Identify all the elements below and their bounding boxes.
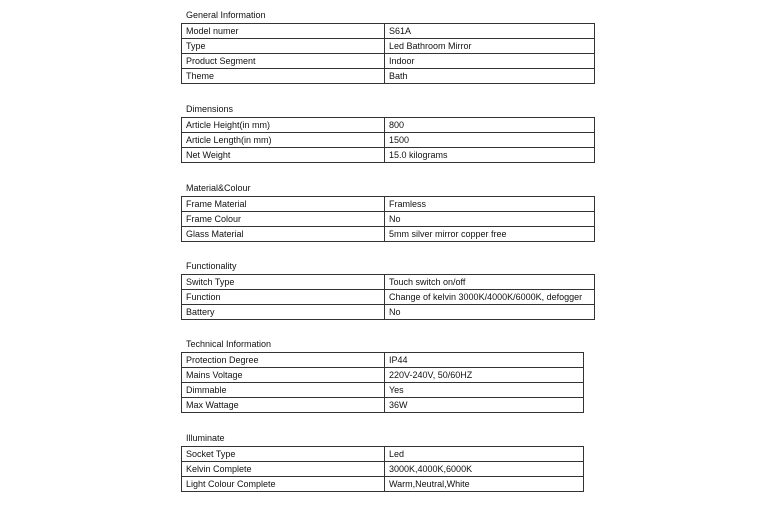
spec-key: Light Colour Complete xyxy=(182,477,385,492)
spec-value: 5mm silver mirror copper free xyxy=(385,227,595,242)
section-title: Illuminate xyxy=(186,433,225,443)
spec-value: 800 xyxy=(385,118,595,133)
spec-key: Article Length(in mm) xyxy=(182,133,385,148)
spec-key: Theme xyxy=(182,69,385,84)
section-general-information xyxy=(181,10,595,84)
section-illuminate xyxy=(181,433,584,492)
table-row xyxy=(182,54,595,69)
spec-key: Max Wattage xyxy=(182,398,385,413)
table-row xyxy=(182,368,584,383)
section-title: Functionality xyxy=(186,261,237,271)
spec-value: 15.0 kilograms xyxy=(385,148,595,163)
spec-value: 3000K,4000K,6000K xyxy=(385,462,584,477)
spec-key: Function xyxy=(182,290,385,305)
table-row xyxy=(182,197,595,212)
spec-value: Framless xyxy=(385,197,595,212)
section-title: General Information xyxy=(186,10,266,20)
spec-value: IP44 xyxy=(385,353,584,368)
spec-table xyxy=(181,446,584,492)
table-row xyxy=(182,148,595,163)
spec-key: Frame Colour xyxy=(182,212,385,227)
section-title: Technical Information xyxy=(186,339,272,349)
table-row xyxy=(182,24,595,39)
spec-value: Yes xyxy=(385,383,584,398)
table-row xyxy=(182,275,595,290)
table-row xyxy=(182,227,595,242)
table-row xyxy=(182,462,584,477)
spec-table xyxy=(181,352,584,413)
spec-key: Battery xyxy=(182,305,385,320)
spec-key: Glass Material xyxy=(182,227,385,242)
spec-value: 1500 xyxy=(385,133,595,148)
spec-key: Type xyxy=(182,39,385,54)
section-title: Material&Colour xyxy=(186,183,251,193)
table-row xyxy=(182,477,584,492)
spec-value: S61A xyxy=(385,24,595,39)
spec-value: 220V-240V, 50/60HZ xyxy=(385,368,584,383)
table-row xyxy=(182,353,584,368)
spec-table xyxy=(181,274,595,320)
spec-key: Protection Degree xyxy=(182,353,385,368)
spec-key: Net Weight xyxy=(182,148,385,163)
spec-value: Touch switch on/off xyxy=(385,275,595,290)
section-technical-information xyxy=(181,339,584,413)
section-title: Dimensions xyxy=(186,104,234,114)
spec-value: Bath xyxy=(385,69,595,84)
spec-key: Dimmable xyxy=(182,383,385,398)
table-row xyxy=(182,383,584,398)
spec-key: Article Height(in mm) xyxy=(182,118,385,133)
table-row xyxy=(182,133,595,148)
spec-value: Led xyxy=(385,447,584,462)
spec-key: Frame Material xyxy=(182,197,385,212)
spec-key: Switch Type xyxy=(182,275,385,290)
spec-value: Warm,Neutral,White xyxy=(385,477,584,492)
spec-key: Kelvin Complete xyxy=(182,462,385,477)
spec-table xyxy=(181,23,595,84)
table-row xyxy=(182,69,595,84)
section-dimensions xyxy=(181,104,595,163)
spec-table xyxy=(181,196,595,242)
spec-value: No xyxy=(385,305,595,320)
spec-key: Mains Voltage xyxy=(182,368,385,383)
spec-value: Led Bathroom Mirror xyxy=(385,39,595,54)
spec-key: Socket Type xyxy=(182,447,385,462)
table-row xyxy=(182,305,595,320)
spec-table xyxy=(181,117,595,163)
spec-value: Change of kelvin 3000K/4000K/6000K, defogger xyxy=(385,290,595,305)
section-material-colour xyxy=(181,183,595,242)
spec-key: Product Segment xyxy=(182,54,385,69)
spec-value: No xyxy=(385,212,595,227)
table-row xyxy=(182,118,595,133)
table-row xyxy=(182,290,595,305)
table-row xyxy=(182,212,595,227)
spec-value: 36W xyxy=(385,398,584,413)
spec-key: Model numer xyxy=(182,24,385,39)
table-row xyxy=(182,447,584,462)
table-row xyxy=(182,398,584,413)
table-row xyxy=(182,39,595,54)
section-functionality xyxy=(181,261,595,320)
spec-value: Indoor xyxy=(385,54,595,69)
